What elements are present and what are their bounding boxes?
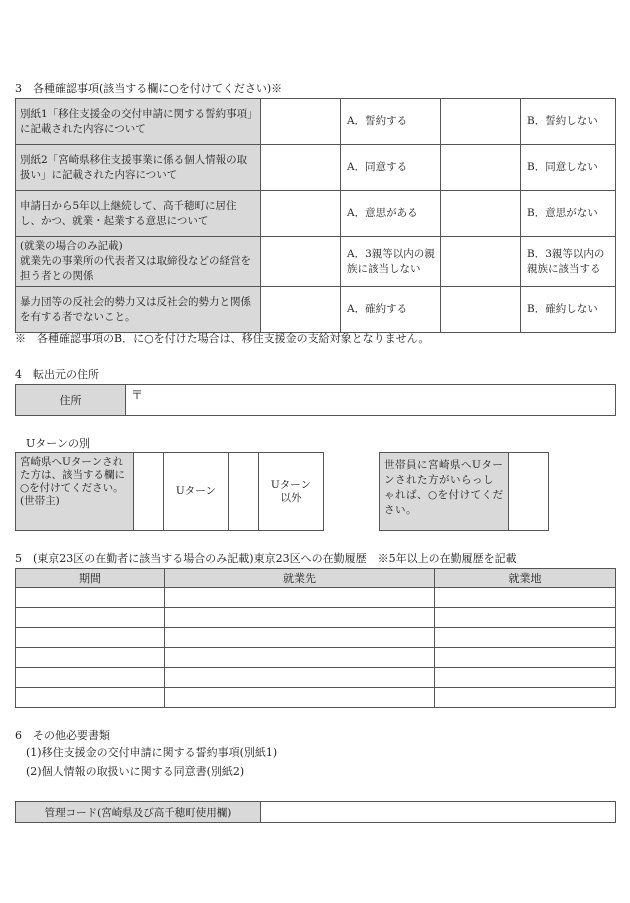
address-table xyxy=(15,384,616,416)
period-cell[interactable] xyxy=(16,588,165,608)
uturn-table xyxy=(15,452,324,531)
circle-cell-a[interactable] xyxy=(261,99,341,145)
confirmation-row xyxy=(16,287,616,333)
address-label: 住所 xyxy=(16,385,126,416)
option-b-label: B．誓約しない xyxy=(521,99,616,145)
table-row xyxy=(16,688,616,708)
circle-cell-b[interactable] xyxy=(441,191,521,237)
non-uturn-option-label: Uターン 以外 xyxy=(259,453,324,531)
section6-title: 6 その他必要書類 xyxy=(15,729,110,742)
table-row xyxy=(16,588,616,608)
employer-cell[interactable] xyxy=(165,668,435,688)
period-cell[interactable] xyxy=(16,688,165,708)
period-cell[interactable] xyxy=(16,608,165,628)
employer-cell[interactable] xyxy=(165,688,435,708)
work-location-cell[interactable] xyxy=(435,668,616,688)
circle-cell-b[interactable] xyxy=(441,287,521,333)
confirmation-row xyxy=(16,191,616,237)
period-cell[interactable] xyxy=(16,668,165,688)
uturn-option-label: Uターン xyxy=(164,453,229,531)
work-location-cell[interactable] xyxy=(435,628,616,648)
work-history-table xyxy=(15,568,616,708)
confirmation-row xyxy=(16,99,616,145)
option-a-label: A．3親等以内の親族に該当しない xyxy=(341,237,441,287)
work-location-cell[interactable] xyxy=(435,688,616,708)
management-code-field[interactable] xyxy=(261,802,616,823)
employer-header: 就業先 xyxy=(165,569,435,588)
circle-cell-a[interactable] xyxy=(261,237,341,287)
work-location-cell[interactable] xyxy=(435,588,616,608)
required-document-item: (1)移住支援金の交付申請に関する誓約事項(別紙1) xyxy=(26,746,278,759)
option-b-label: B．同意しない xyxy=(521,145,616,191)
required-document-item: (2)個人情報の取扱いに関する同意書(別紙2) xyxy=(26,765,245,778)
household-uturn-table xyxy=(379,452,549,531)
household-uturn-circle-cell[interactable] xyxy=(509,453,549,531)
option-b-label: B．意思がない xyxy=(521,191,616,237)
section3-title: 3 各種確認事項(該当する欄に○を付けてください)※ xyxy=(15,82,283,95)
employer-cell[interactable] xyxy=(165,628,435,648)
confirmation-table xyxy=(15,98,616,333)
work-location-header: 就業地 xyxy=(435,569,616,588)
management-code-label: 管理コード(宮崎県及び高千穂町使用欄) xyxy=(16,802,261,823)
option-a-label: A．意思がある xyxy=(341,191,441,237)
confirmation-question: 暴力団等の反社会的勢力又は反社会的勢力と関係を有する者でないこと。 xyxy=(16,287,261,333)
uturn-question: 宮崎県へUターンされた方は、該当する欄に○を付けてください。 (世帯主) xyxy=(16,453,134,531)
period-header: 期間 xyxy=(16,569,165,588)
household-uturn-question: 世帯員に宮崎県へUターンされた方がいらっしゃれば、○を付けてください。 xyxy=(380,453,509,531)
confirmation-question: (就業の場合のみ記載) 就業先の事業所の代表者又は取締役などの経営を担う者との関係 xyxy=(16,237,261,287)
section5-title: 5 (東京23区の在勤者に該当する場合のみ記載)東京23区への在勤履歴 ※5年以上の在勤履歴を記載 xyxy=(15,552,517,565)
table-row xyxy=(16,628,616,648)
work-location-cell[interactable] xyxy=(435,648,616,668)
circle-cell-a[interactable] xyxy=(261,287,341,333)
option-a-label: A．同意する xyxy=(341,145,441,191)
uturn-circle-cell[interactable] xyxy=(134,453,164,531)
circle-cell-a[interactable] xyxy=(261,191,341,237)
table-row xyxy=(16,668,616,688)
uturn-title: Uターンの別 xyxy=(26,437,91,450)
employer-cell[interactable] xyxy=(165,608,435,628)
table-row xyxy=(16,608,616,628)
confirmation-question: 申請日から5年以上継続して、高千穂町に居住し、かつ、就業・起業する意思について xyxy=(16,191,261,237)
circle-cell-b[interactable] xyxy=(441,99,521,145)
non-uturn-circle-cell[interactable] xyxy=(229,453,259,531)
option-a-label: A．誓約する xyxy=(341,99,441,145)
confirmation-row xyxy=(16,145,616,191)
option-a-label: A．確約する xyxy=(341,287,441,333)
section3-note: ※ 各種確認事項のB．に○を付けた場合は、移住支援金の支給対象となりません。 xyxy=(15,332,430,345)
confirmation-question: 別紙1「移住支援金の交付申請に関する誓約事項」に記載された内容について xyxy=(16,99,261,145)
table-row xyxy=(16,648,616,668)
confirmation-row xyxy=(16,237,616,287)
circle-cell-b[interactable] xyxy=(441,145,521,191)
period-cell[interactable] xyxy=(16,628,165,648)
circle-cell-a[interactable] xyxy=(261,145,341,191)
address-field[interactable]: 〒 xyxy=(126,385,616,416)
circle-cell-b[interactable] xyxy=(441,237,521,287)
confirmation-question: 別紙2「宮崎県移住支援事業に係る個人情報の取扱い」に記載された内容について xyxy=(16,145,261,191)
section4-title: 4 転出元の住所 xyxy=(15,368,99,381)
management-code-table xyxy=(15,801,616,823)
option-b-label: B．確約しない xyxy=(521,287,616,333)
employer-cell[interactable] xyxy=(165,648,435,668)
employer-cell[interactable] xyxy=(165,588,435,608)
work-location-cell[interactable] xyxy=(435,608,616,628)
period-cell[interactable] xyxy=(16,648,165,668)
option-b-label: B．3親等以内の親族に該当する xyxy=(521,237,616,287)
